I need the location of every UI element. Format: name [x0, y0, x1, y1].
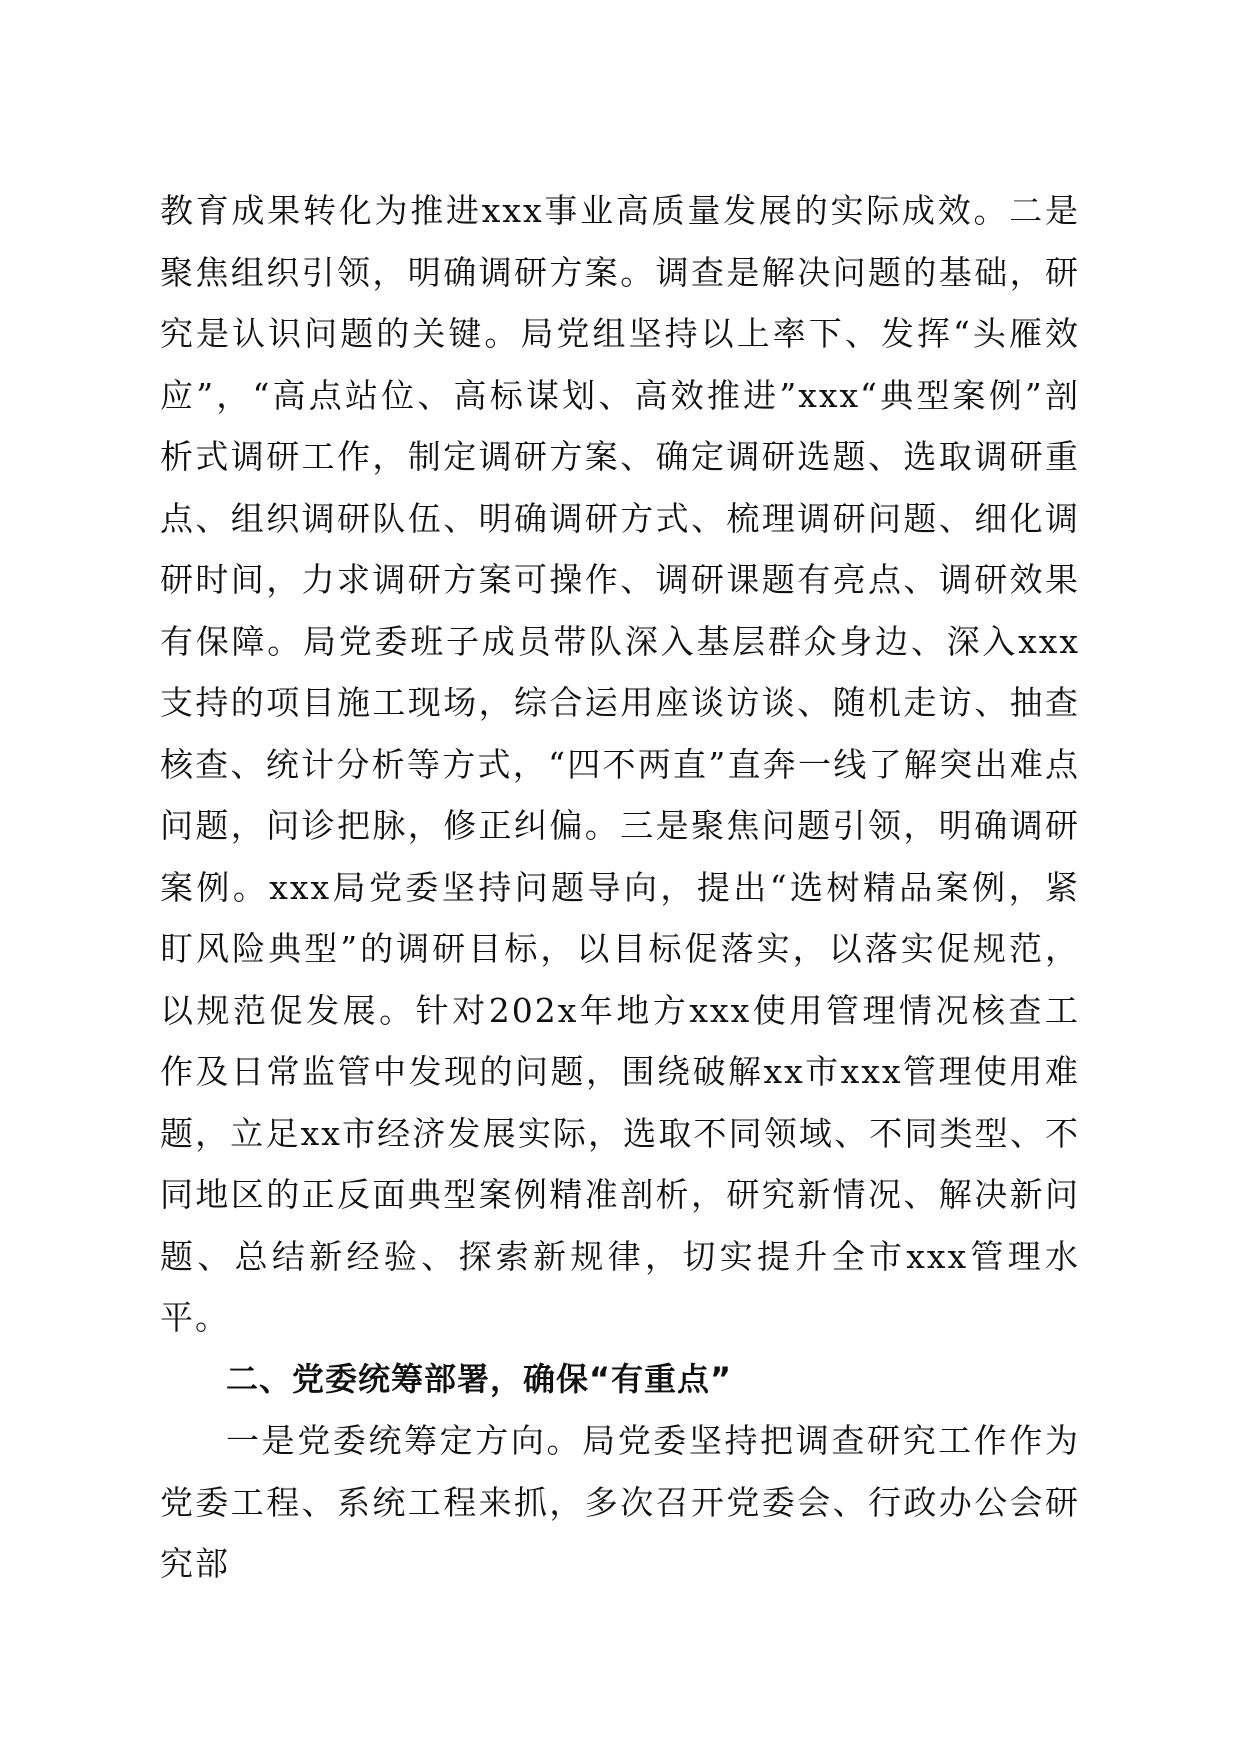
section-heading: 二、党委统筹部署，确保“有重点”	[226, 1359, 733, 1398]
document-body	[160, 180, 1080, 1595]
body-paragraph-2: 一是党委统筹定方向。局党委坚持把调查研究工作作为党委工程、系统工程来抓，多次召开党委会、行政办公会研究部	[160, 1421, 1080, 1583]
body-paragraph-1: 教育成果转化为推进xxx事业高质量发展的实际成效。二是聚焦组织引领，明确调研方案。调查是解决问题的基础，研究是认识问题的关键。局党组坚持以上率下、发挥“头雁效应”，“高点站位、高标谋划、高效推进”xxx“典型案例”剖析式调研工作，制定调研方案、确定调研选题、选取调研重点、组织调研队伍、明确调研方式、梳理调研问题、细化调研时间，力求调研方案可操作、调研课题有亮点、调研效果有保障。局党委班子成员带队深入基层群众身边、深入xxx支持的项目施工现场，综合运用座谈访谈、随机走访、抽查核查、统计分析等方式，“四不两直”直奔一线了解突出难点问题，问诊把脉，修正纠偏。三是聚焦问题引领，明确调研案例。xxx局党委坚持问题导向，提出“选树精品案例，紧盯风险典型”的调研目标，以目标促落实，以落实促规范，以规范促发展。针对202x年地方xxx使用管理情况核查工作及日常监管中发现的问题，围绕破解xx市xxx管理使用难题，立足xx市经济发展实际，选取不同领域、不同类型、不同地区的正反面典型案例精准剖析，研究新情况、解决新问题、总结新经验、探索新规律，切实提升全市xxx管理水平。	[160, 191, 1080, 1337]
